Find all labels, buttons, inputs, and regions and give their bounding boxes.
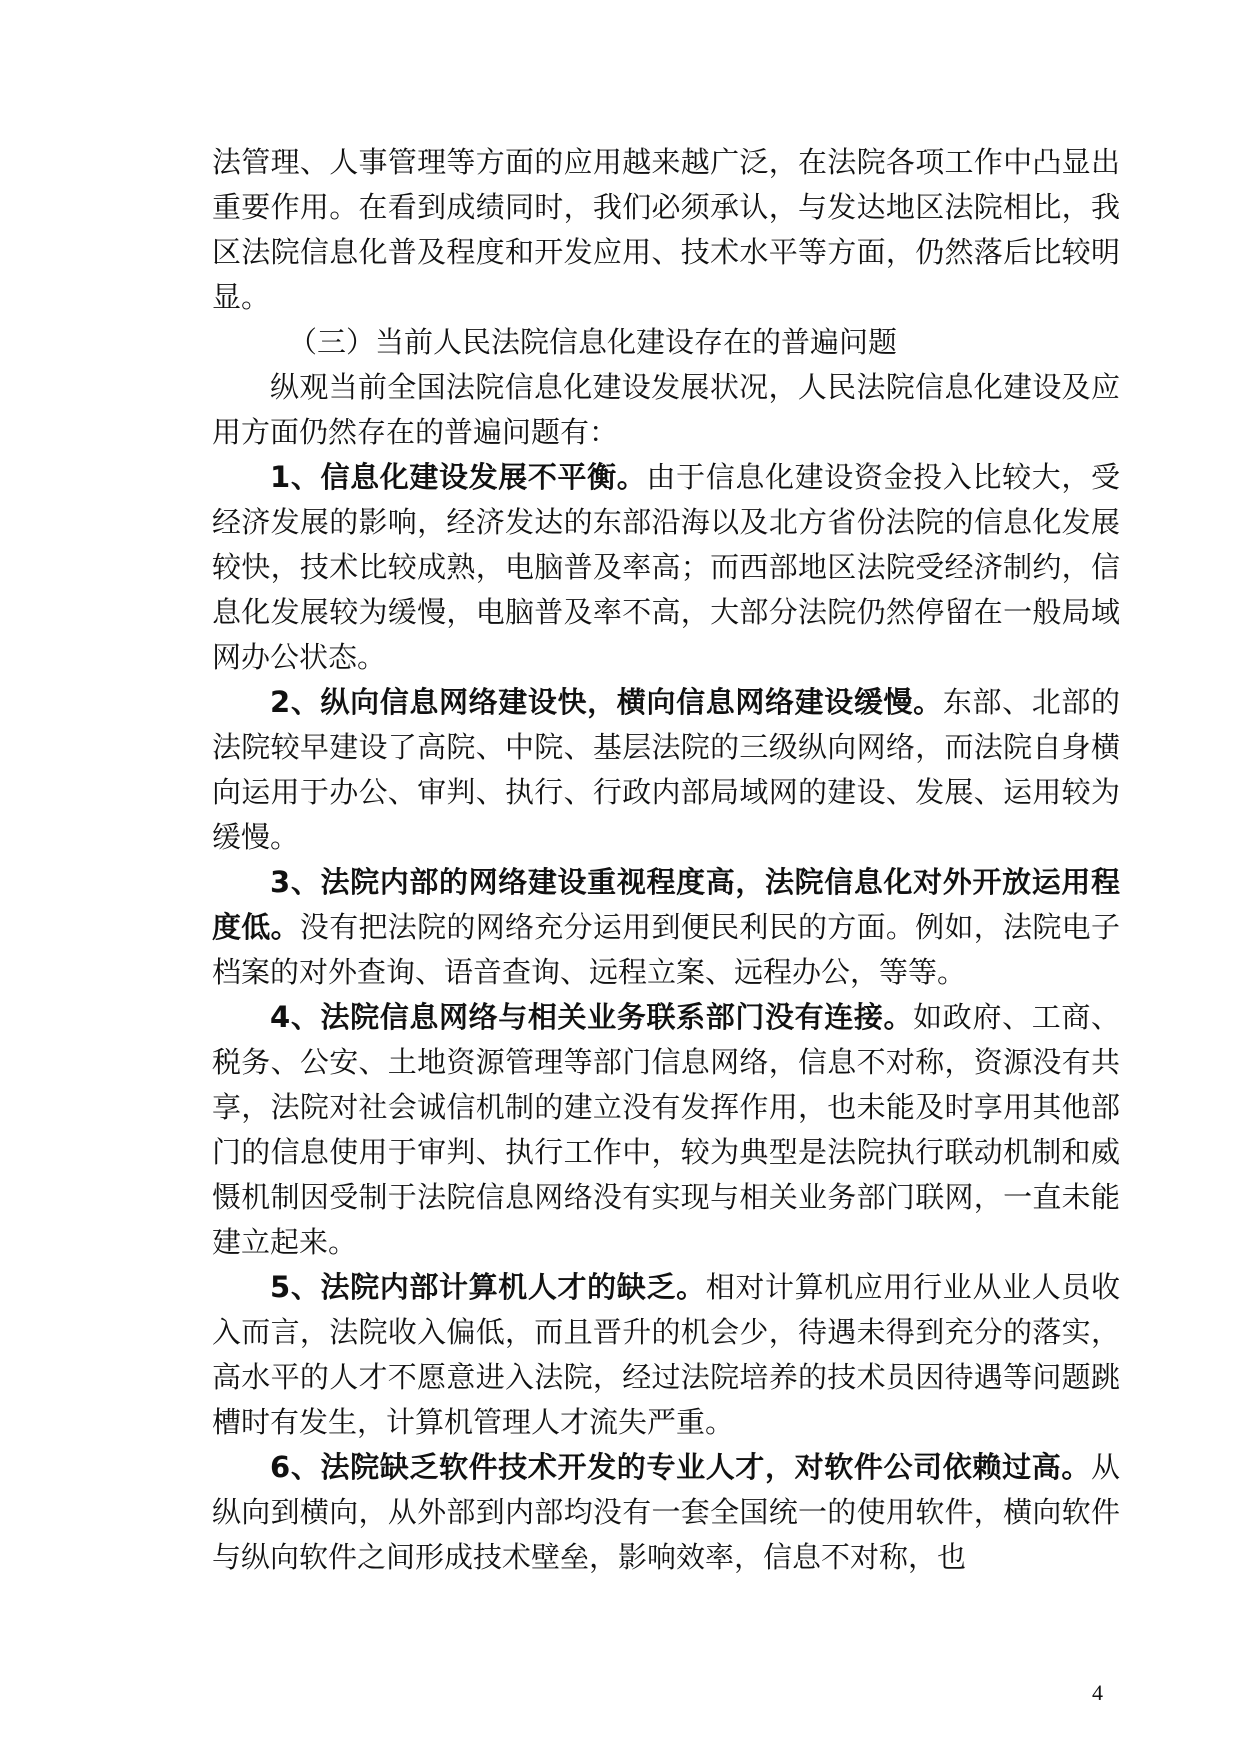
item-bold-lead: 4、法院信息网络与相关业务联系部门没有连接。 [270,1000,914,1034]
item-bold-lead: 3、法院内部的网络建设重视程度高，法院信息化对外开放运用程度低。 [212,865,1120,944]
item-bold-lead: 5、法院内部计算机人才的缺乏。 [270,1270,706,1304]
item-bold-lead: 2、纵向信息网络建设快，横向信息网络建设缓慢。 [270,685,943,719]
paragraph-intro: 纵观当前全国法院信息化建设发展状况，人民法院信息化建设及应用方面仍然存在的普遍问题有： [212,370,1120,449]
item-body: 没有把法院的网络充分运用到便民利民的方面。例如，法院电子档案的对外查询、语音查询、远程立案、远程办公，等等。 [212,910,1120,989]
list-item [212,860,1120,995]
paragraph-continuation: 法管理、人事管理等方面的应用越来越广泛，在法院各项工作中凸显出重要作用。在看到成绩同时，我们必须承认，与发达地区法院相比，我区法院信息化普及程度和开发应用、技术水平等方面，仍然落后比较明显。 [212,145,1120,314]
document-page [212,140,1120,1580]
item-body: 相对计算机应用行业从业人员收入而言，法院收入偏低，而且晋升的机会少，待遇未得到充分的落实，高水平的人才不愿意进入法院，经过法院培养的技术员因待遇等问题跳槽时有发生，计算机管理人才流失严重。 [212,1270,1120,1439]
section-heading: （三）当前人民法院信息化建设存在的普遍问题 [288,325,898,359]
item-body: 由于信息化建设资金投入比较大，受经济发展的影响，经济发达的东部沿海以及北方省份法院的信息化发展较快，技术比较成熟，电脑普及率高；而西部地区法院受经济制约，信息化发展较为缓慢，电脑普及率不高，大部分法院仍然停留在一般局域网办公状态。 [212,460,1120,674]
item-body: 东部、北部的法院较早建设了高院、中院、基层法院的三级纵向网络，而法院自身横向运用于办公、审判、执行、行政内部局域网的建设、发展、运用较为缓慢。 [212,685,1120,854]
list-item [212,680,1120,860]
item-bold-lead: 1、信息化建设发展不平衡。 [270,460,647,494]
list-item [212,995,1120,1265]
list-item [212,455,1120,680]
list-item [212,1445,1120,1580]
page-number: 4 [1092,1680,1103,1705]
item-body: 如政府、工商、税务、公安、土地资源管理等部门信息网络，信息不对称，资源没有共享，法院对社会诚信机制的建立没有发挥作用，也未能及时享用其他部门的信息使用于审判、执行工作中，较为典型是法院执行联动机制和威慑机制因受制于法院信息网络没有实现与相关业务部门联网，一直未能建立起来。 [212,1000,1120,1259]
list-item [212,1265,1120,1445]
item-body: 从纵向到横向，从外部到内部均没有一套全国统一的使用软件，横向软件与纵向软件之间形成技术壁垒，影响效率，信息不对称，也 [212,1450,1120,1574]
item-bold-lead: 6、法院缺乏软件技术开发的专业人才，对软件公司依赖过高。 [270,1450,1091,1484]
